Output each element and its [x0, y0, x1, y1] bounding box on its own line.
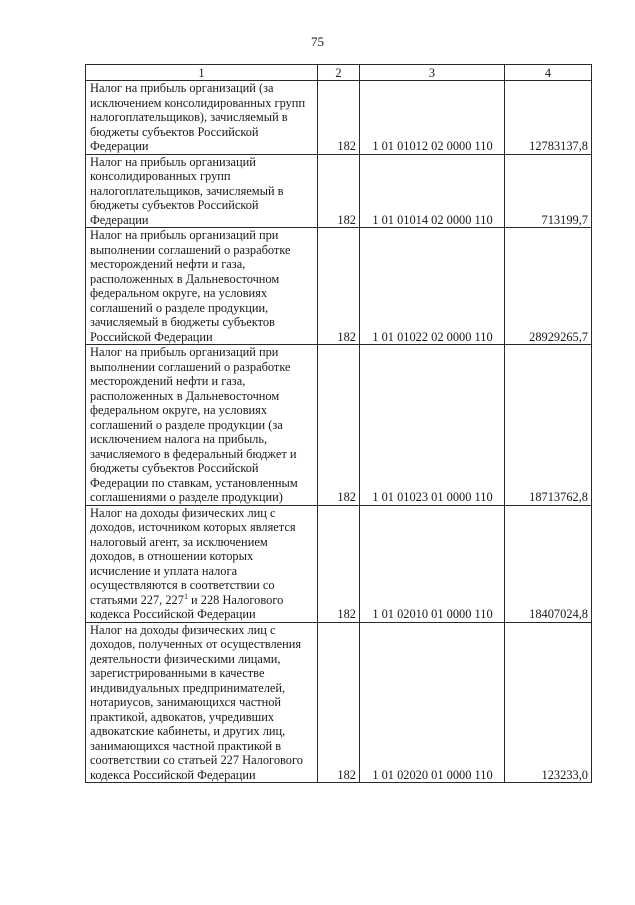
amount: 18713762,8 — [505, 345, 592, 506]
tax-name: Налог на доходы физических лиц с доходов, полученных от осуществления деятельности физическими лицами, зарегистрированными в качестве индивидуальных предпринимателей, нотариусов, занимающихся частной практикой, адвокатов, учредивших адвокатские кабинеты, и других лиц, занимающихся частной практикой в соответствии со статьей 227 Налогового кодекса Российской Федерации — [86, 622, 318, 783]
admin-code: 182 — [318, 154, 360, 228]
superscript: 1 — [183, 591, 188, 601]
budget-classification-code: 1 01 01012 02 0000 110 — [360, 81, 505, 155]
budget-classification-code: 1 01 02010 01 0000 110 — [360, 505, 505, 622]
table-row — [86, 505, 592, 622]
table-row — [86, 622, 592, 783]
admin-code: 182 — [318, 345, 360, 506]
budget-classification-code: 1 01 01022 02 0000 110 — [360, 228, 505, 345]
admin-code: 182 — [318, 81, 360, 155]
revenue-table — [85, 64, 592, 783]
budget-classification-code: 1 01 01023 01 0000 110 — [360, 345, 505, 506]
table-row — [86, 81, 592, 155]
tax-name-text: Налог на доходы физических лиц с доходов, источником которых является налоговый агент, за исключением доходов, в отношении которых исчисление и уплата налога осуществляются в соответствии со статьями 227, 227 — [90, 505, 296, 607]
tax-name — [86, 505, 318, 622]
amount: 12783137,8 — [505, 81, 592, 155]
tax-name: Налог на прибыль организаций при выполнении соглашений о разработке месторождений нефти и газа, расположенных в Дальневосточном федеральном округе, на условиях соглашений о разделе продукции (за исключением налога на прибыль, зачисляемого в федеральный бюджет и бюджеты субъектов Российской Федерации по ставкам, установленным соглашениями о разделе продукции) — [86, 345, 318, 506]
header-col-2: 2 — [318, 65, 360, 81]
table-row — [86, 345, 592, 506]
admin-code: 182 — [318, 622, 360, 783]
admin-code: 182 — [318, 228, 360, 345]
admin-code: 182 — [318, 505, 360, 622]
page-number: 75 — [311, 34, 324, 49]
budget-classification-code: 1 01 01014 02 0000 110 — [360, 154, 505, 228]
tax-name: Налог на прибыль организаций консолидированных групп налогоплательщиков, зачисляемый в бюджеты субъектов Российской Федерации — [86, 154, 318, 228]
tax-name-text-end: и 228 Налогового кодекса Российской Федерации — [90, 592, 284, 621]
tax-name: Налог на прибыль организаций при выполнении соглашений о разработке месторождений нефти и газа, расположенных в Дальневосточном федеральном округе, на условиях соглашений о разделе продукции, зачисляемый в бюджеты субъектов Российской Федерации — [86, 228, 318, 345]
budget-classification-code: 1 01 02020 01 0000 110 — [360, 622, 505, 783]
amount: 713199,7 — [505, 154, 592, 228]
amount: 18407024,8 — [505, 505, 592, 622]
table-row — [86, 154, 592, 228]
table-header-row — [86, 65, 592, 81]
table-row — [86, 228, 592, 345]
amount: 28929265,7 — [505, 228, 592, 345]
header-col-3: 3 — [360, 65, 505, 81]
header-col-4: 4 — [505, 65, 592, 81]
header-col-1: 1 — [86, 65, 318, 81]
tax-name: Налог на прибыль организаций (за исключением консолидированных групп налогоплательщиков), зачисляемый в бюджеты субъектов Российской Федерации — [86, 81, 318, 155]
amount: 123233,0 — [505, 622, 592, 783]
